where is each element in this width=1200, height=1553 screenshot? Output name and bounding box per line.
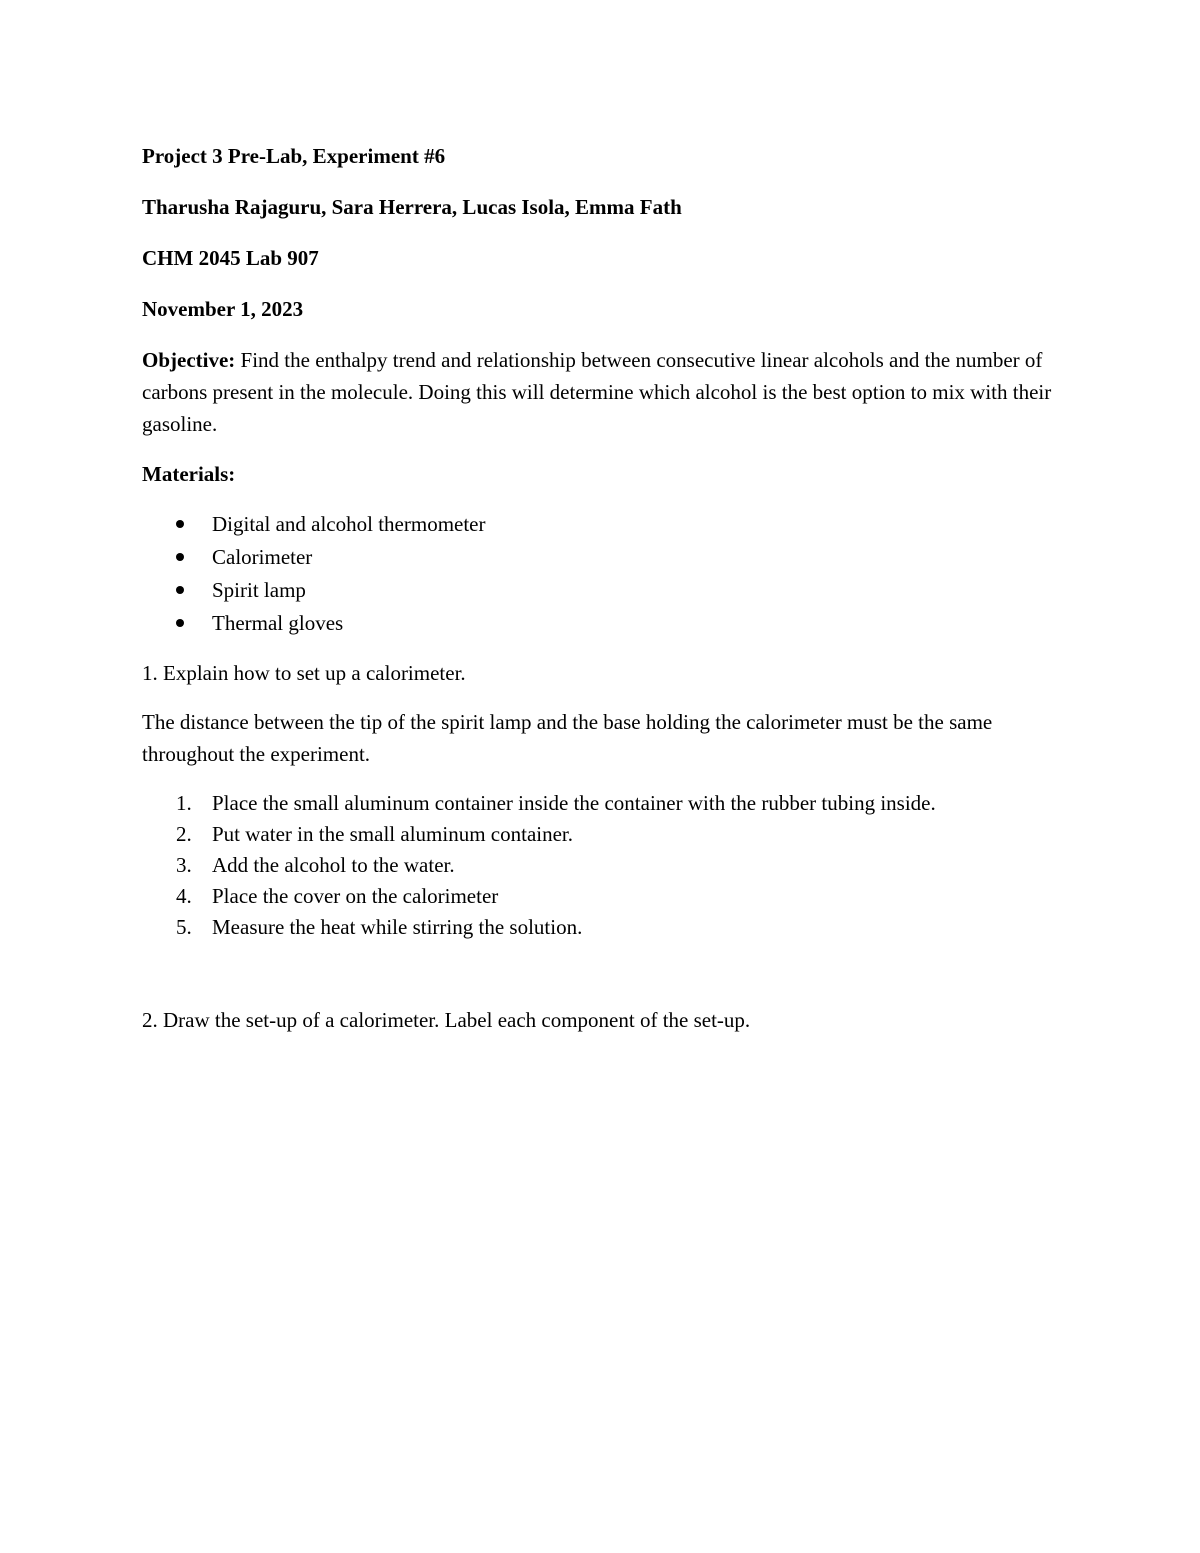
list-item bbox=[142, 849, 1062, 880]
materials-list bbox=[142, 508, 1062, 640]
step-number: 4. bbox=[176, 884, 192, 908]
list-item bbox=[142, 508, 1062, 541]
objective-label: Objective: bbox=[142, 348, 236, 372]
document-body bbox=[142, 140, 1062, 1036]
material-item: Digital and alcohol thermometer bbox=[212, 512, 486, 536]
question-1-answer: The distance between the tip of the spirit lamp and the base holding the calorimeter must be the same throughout the experiment. bbox=[142, 710, 993, 766]
material-item: Spirit lamp bbox=[212, 578, 306, 602]
setup-steps-list bbox=[142, 787, 1062, 942]
document-title: Project 3 Pre-Lab, Experiment #6 bbox=[142, 144, 446, 168]
document-date: November 1, 2023 bbox=[142, 297, 304, 321]
list-item bbox=[142, 574, 1062, 607]
list-item bbox=[142, 880, 1062, 911]
step-number: 5. bbox=[176, 915, 192, 939]
step-number: 1. bbox=[176, 791, 192, 815]
objective-text: Find the enthalpy trend and relationship between consecutive linear alcohols and the number of carbons present in the molecule. Doing this will determine which alcohol is the best option to mix with their gasoline. bbox=[142, 348, 1052, 436]
question-2-prompt: 2. Draw the set-up of a calorimeter. Label each component of the set-up. bbox=[142, 1008, 751, 1032]
step-text: Place the small aluminum container inside the container with the rubber tubing inside. bbox=[212, 791, 936, 815]
bullet-icon bbox=[176, 619, 184, 627]
list-item bbox=[142, 541, 1062, 574]
bullet-icon bbox=[176, 553, 184, 561]
list-item bbox=[142, 911, 1062, 942]
course-label: CHM 2045 Lab 907 bbox=[142, 246, 319, 270]
objective-paragraph bbox=[142, 344, 1062, 440]
step-text: Measure the heat while stirring the solution. bbox=[212, 915, 583, 939]
list-item bbox=[142, 787, 1062, 818]
step-number: 2. bbox=[176, 822, 192, 846]
author-list: Tharusha Rajaguru, Sara Herrera, Lucas Isola, Emma Fath bbox=[142, 195, 682, 219]
question-1-prompt: 1. Explain how to set up a calorimeter. bbox=[142, 661, 466, 685]
list-item bbox=[142, 607, 1062, 640]
materials-heading: Materials: bbox=[142, 462, 236, 486]
list-item bbox=[142, 818, 1062, 849]
bullet-icon bbox=[176, 586, 184, 594]
step-text: Put water in the small aluminum container. bbox=[212, 822, 574, 846]
bullet-icon bbox=[176, 520, 184, 528]
step-text: Add the alcohol to the water. bbox=[212, 853, 455, 877]
material-item: Calorimeter bbox=[212, 545, 313, 569]
step-text: Place the cover on the calorimeter bbox=[212, 884, 499, 908]
material-item: Thermal gloves bbox=[212, 611, 344, 635]
step-number: 3. bbox=[176, 853, 192, 877]
